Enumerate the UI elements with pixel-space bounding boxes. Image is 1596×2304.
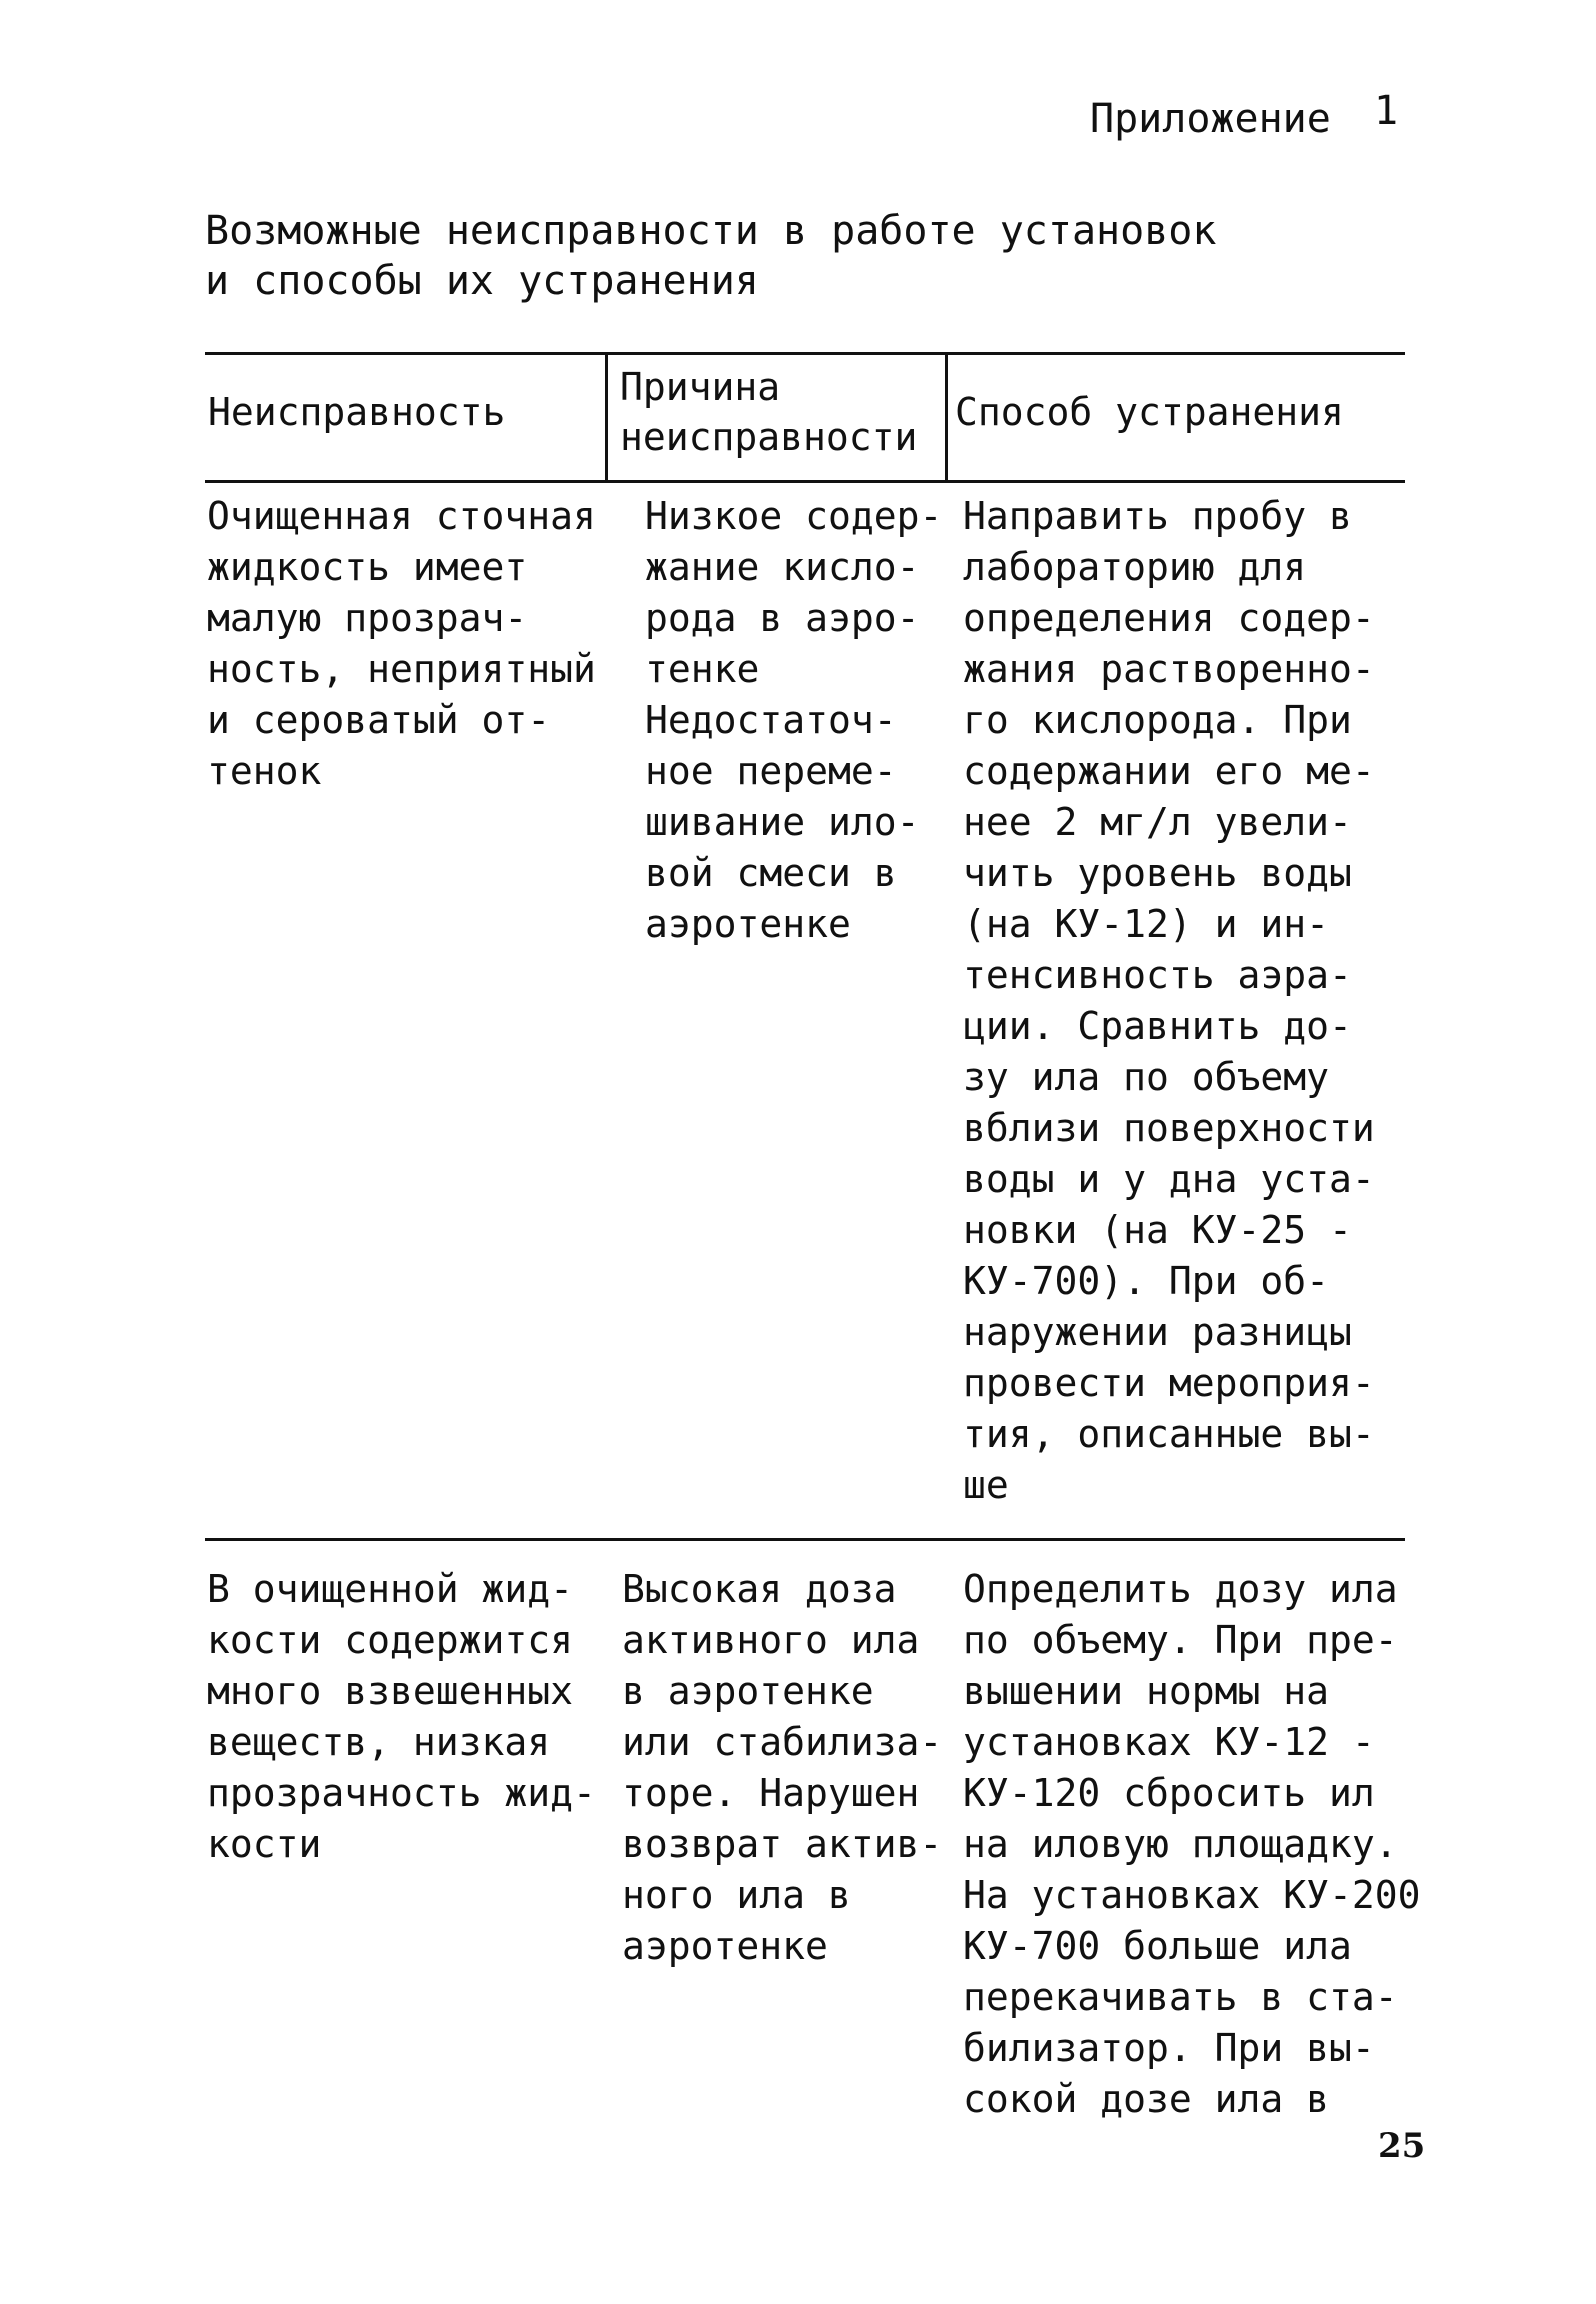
cell-line: зу ила по объему xyxy=(963,1055,1330,1099)
column-header-cause-line: Причина xyxy=(620,365,781,409)
row1-cause-cell xyxy=(645,491,942,950)
cell-line: в аэротенке xyxy=(622,1669,874,1713)
cell-line: Определить дозу ила xyxy=(963,1567,1398,1611)
cell-line: аэротенке xyxy=(645,902,851,946)
cell-line: на иловую площадку. xyxy=(963,1822,1398,1866)
cell-line: (на КУ-12) и ин- xyxy=(963,902,1330,946)
appendix-number: 1 xyxy=(1374,88,1399,134)
table-top-rule xyxy=(205,352,1405,355)
title-line: Возможные неисправности в работе установок xyxy=(205,208,1217,254)
row1-remedy-cell xyxy=(963,491,1375,1511)
header-divider-2 xyxy=(945,352,948,482)
cell-line: чить уровень воды xyxy=(963,851,1352,895)
cell-line: жание кисло- xyxy=(645,545,920,589)
cell-line: шивание ило- xyxy=(645,800,920,844)
row1-fault-cell xyxy=(207,491,596,797)
cell-line: возврат актив- xyxy=(622,1822,943,1866)
cell-line: тенок xyxy=(207,749,322,793)
cell-line: установках КУ-12 - xyxy=(963,1720,1375,1764)
cell-line: наружении разницы xyxy=(963,1310,1352,1354)
cell-line: Низкое содер- xyxy=(645,494,943,538)
cell-line: или стабилиза- xyxy=(622,1720,943,1764)
cell-line: ное переме- xyxy=(645,749,897,793)
cell-line: ше xyxy=(963,1463,1009,1507)
cell-line: го кислорода. При xyxy=(963,698,1352,742)
header-divider-1 xyxy=(605,352,608,482)
cell-line: Высокая доза xyxy=(622,1567,897,1611)
cell-line: кости содержится xyxy=(207,1618,574,1662)
cell-line: вблизи поверхности xyxy=(963,1106,1375,1150)
cell-line: лабораторию для xyxy=(963,545,1307,589)
cell-line: ции. Сравнить до- xyxy=(963,1004,1352,1048)
cell-line: вой смеси в xyxy=(645,851,897,895)
cell-line: КУ-700). При об- xyxy=(963,1259,1330,1303)
cell-line: аэротенке xyxy=(622,1924,828,1968)
cell-line: билизатор. При вы- xyxy=(963,2026,1375,2070)
cell-line: Очищенная сточная xyxy=(207,494,596,538)
cell-line: ного ила в xyxy=(622,1873,851,1917)
cell-line: тия, описанные вы- xyxy=(963,1412,1375,1456)
cell-line: новки (на КУ-25 - xyxy=(963,1208,1352,1252)
cell-line: рода в аэро- xyxy=(645,596,920,640)
cell-line: определения содер- xyxy=(963,596,1375,640)
cell-line: тенсивность аэра- xyxy=(963,953,1352,997)
cell-line: нее 2 мг/л увели- xyxy=(963,800,1352,844)
header-bottom-rule xyxy=(205,480,1405,483)
cell-line: Недостаточ- xyxy=(645,698,897,742)
cell-line: содержании его ме- xyxy=(963,749,1375,793)
row-separator-rule xyxy=(205,1538,1405,1541)
row2-cause-cell xyxy=(622,1564,942,1972)
cell-line: малую прозрач- xyxy=(207,596,528,640)
cell-line: воды и у дна уста- xyxy=(963,1157,1375,1201)
cell-line: Направить пробу в xyxy=(963,494,1352,538)
cell-line: вышении нормы на xyxy=(963,1669,1330,1713)
column-header-cause xyxy=(620,362,917,462)
cell-line: ность, неприятный xyxy=(207,647,596,691)
cell-line: жидкость имеет xyxy=(207,545,528,589)
row2-fault-cell xyxy=(207,1564,596,1870)
cell-line: активного ила xyxy=(622,1618,920,1662)
cell-line: кости xyxy=(207,1822,322,1866)
cell-line: КУ-700 больше ила xyxy=(963,1924,1352,1968)
cell-line: перекачивать в ста- xyxy=(963,1975,1398,2019)
cell-line: много взвешенных xyxy=(207,1669,574,1713)
cell-line: торе. Нарушен xyxy=(622,1771,920,1815)
cell-line: сокой дозе ила в xyxy=(963,2077,1330,2121)
column-header-remedy: Способ устранения xyxy=(955,390,1344,434)
cell-line: тенке xyxy=(645,647,760,691)
cell-line: провести мероприя- xyxy=(963,1361,1375,1405)
title-line: и способы их устранения xyxy=(205,258,759,304)
document-title xyxy=(205,206,1216,306)
cell-line: На установках КУ-200 xyxy=(963,1873,1421,1917)
cell-line: В очищенной жид- xyxy=(207,1567,574,1611)
page-number: 25 xyxy=(1378,2126,1426,2166)
cell-line: веществ, низкая xyxy=(207,1720,551,1764)
row2-remedy-cell xyxy=(963,1564,1421,2125)
column-header-cause-line: неисправности xyxy=(620,415,918,459)
cell-line: по объему. При пре- xyxy=(963,1618,1398,1662)
cell-line: и сероватый от- xyxy=(207,698,551,742)
column-header-fault: Неисправность xyxy=(208,390,506,434)
cell-line: жания растворенно- xyxy=(963,647,1375,691)
cell-line: прозрачность жид- xyxy=(207,1771,596,1815)
appendix-heading xyxy=(1090,88,1399,142)
appendix-label: Приложение xyxy=(1090,96,1331,142)
cell-line: КУ-120 сбросить ил xyxy=(963,1771,1375,1815)
